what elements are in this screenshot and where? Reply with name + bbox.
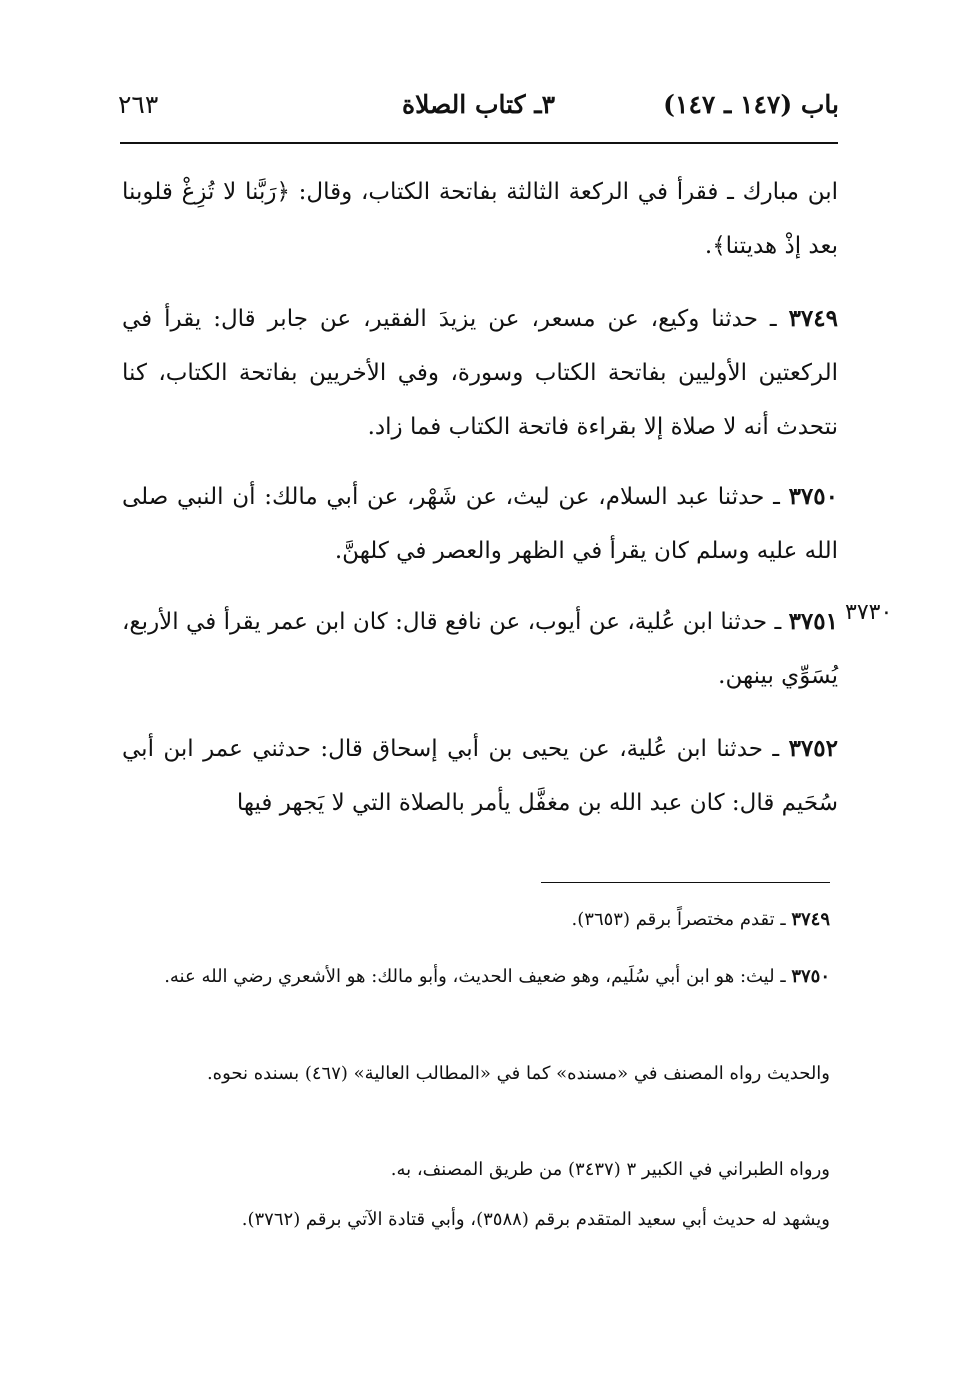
footnote-3750: [122, 955, 830, 999]
page-number: ٢٦٣: [118, 90, 159, 119]
chapter-reference: باب (١٤٧ ـ ١٤٧): [663, 90, 839, 119]
footnote-number: ٣٧٥٠: [791, 966, 830, 987]
paragraph-text: ـ حدثنا ابن عُلية، عن يحيى بن أبي إسحاق قال: حدثني عمر ابن أبي سُحَيم قال: كان عبد الله بن مغفَّل يأمر بالصلاة التي لا يَجهر فيها: [122, 736, 838, 816]
footnote-rule: [541, 882, 830, 883]
footnote-text: ويشهد له حديث أبي سعيد المتقدم برقم (٣٥٨٨)، وأبي قتادة الآتي برقم (٣٧٦٢).: [241, 1209, 830, 1230]
hadith-number: ٣٧٥٢: [788, 735, 838, 762]
paragraph-text: ـ حدثنا وكيع، عن مسعر، عن يزيدَ الفقير، عن جابر قال: يقرأ في الركعتين الأوليين بفاتحة الكتاب وسورة، وفي الأخريين بفاتحة الكتاب، كنا نتحدث أنه لا صلاة إلا بقراءة فاتحة الكتاب فما زاد.: [122, 306, 838, 440]
header-rule: [120, 142, 838, 144]
footnote-continuation: [122, 1148, 830, 1192]
book-title: ٣ـ كتاب الصلاة: [401, 90, 556, 119]
footnote-text: ـ تقدم مختصراً برقم (٣٦٥٣).: [571, 909, 792, 930]
hadith-paragraph-3751: [122, 595, 838, 703]
footnote-continuation: [122, 1198, 830, 1242]
hadith-paragraph-3750: [122, 470, 838, 578]
hadith-paragraph-3752: [122, 722, 838, 830]
paragraph-text: ابن مبارك ـ فقرأ في الركعة الثالثة بفاتحة الكتاب، وقال: ﴿رَبَّنا لا تُزِغْ قلوبنا بعد إذْ هديتنا﴾.: [122, 179, 838, 259]
footnote-text: والحديث رواه المصنف في «مسنده» كما في «المطالب العالية» (٤٦٧) بسنده نحوه.: [206, 1063, 830, 1084]
hadith-paragraph-3749: [122, 292, 838, 454]
paragraph-text: ـ حدثنا عبد السلام، عن ليث، عن شَهْر، عن أبي مالك: أن النبي صلى الله عليه وسلم كان يقرأ في الظهر والعصر في كلهنَّ.: [122, 484, 838, 564]
footnote-continuation: [122, 1052, 830, 1096]
hadith-number: ٣٧٥١: [788, 608, 838, 635]
footnote-text: ورواه الطبراني في الكبير ٣ (٣٤٣٧) من طريق المصنف، به.: [390, 1159, 830, 1180]
hadith-number: ٣٧٤٩: [788, 305, 838, 332]
hadith-paragraph-continued: [122, 165, 838, 273]
footnote-3749: [122, 898, 830, 942]
footnote-number: ٣٧٤٩: [791, 909, 830, 930]
margin-reference-number: ٣٧٣٠: [845, 600, 893, 625]
hadith-number: ٣٧٥٠: [788, 483, 838, 510]
footnote-text: ـ ليث: هو ابن أبي سُلَيم، وهو ضعيف الحديث، وأبو مالك: هو الأشعري رضي الله عنه.: [164, 966, 792, 987]
paragraph-text: ـ حدثنا ابن عُلية، عن أيوب، عن نافع قال: كان ابن عمر يقرأ في الأربع، يُسَوِّي بينهن.: [122, 609, 838, 689]
